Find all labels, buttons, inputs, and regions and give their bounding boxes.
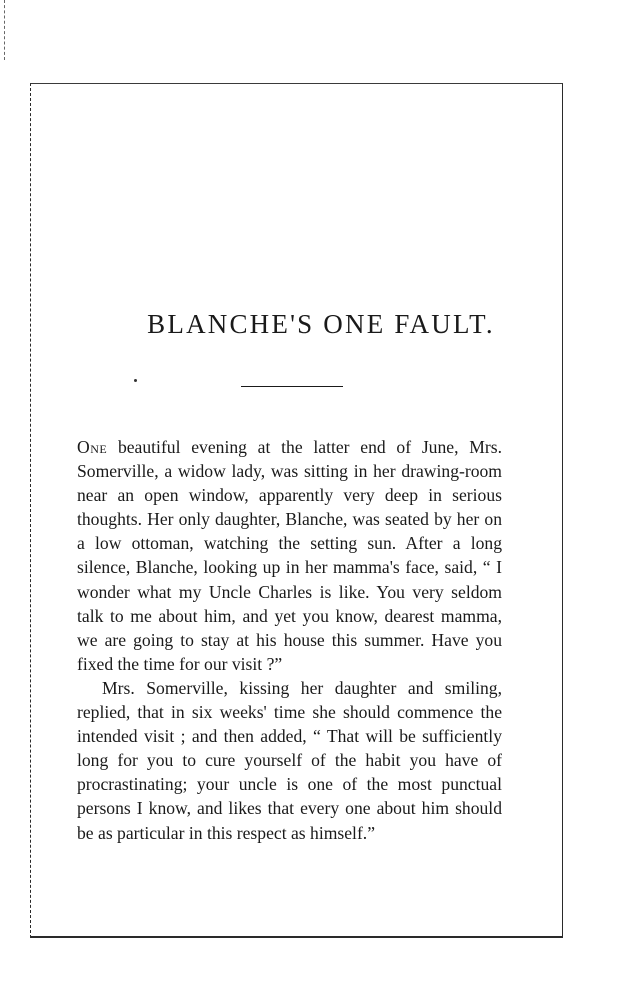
paragraph-2 (77, 676, 502, 845)
paragraph-2-text: Mrs. Somerville, kissing her daughter and smiling, replied, that in six weeks' time she should commence the intended visit ; and then added, “ That will be sufficiently long for you to cure yourself of the habit you have of procrastinating; your uncle is one of the most punctual persons I know, and likes that every one about him should be as particular in this respect as himself.” (77, 677, 502, 843)
page-edge-mark (4, 0, 7, 60)
ink-speck (134, 379, 137, 382)
paragraph-1-text: beautiful evening at the latter end of June, Mrs. Somerville, a widow lady, was sitting in her drawing-room near an open window, apparently very deep in serious thoughts. Her only daughter, Blanche, was seated by her on a low ottoman, watching the setting sun. After a long silence, Blanche, looking up in her mamma's face, said, “ I wonder what my Uncle Charles is like. You very seldom talk to me about him, and yet you know, dearest mamma, we are going to stay at his house this summer. Have you fixed the time for our visit ?” (77, 437, 502, 674)
body-text (77, 435, 502, 845)
paragraph-1 (77, 435, 502, 676)
chapter-title: BLANCHE'S ONE FAULT. (147, 309, 495, 339)
paragraph-1-lead-word: One (77, 437, 108, 457)
title-divider-rule (241, 386, 343, 387)
